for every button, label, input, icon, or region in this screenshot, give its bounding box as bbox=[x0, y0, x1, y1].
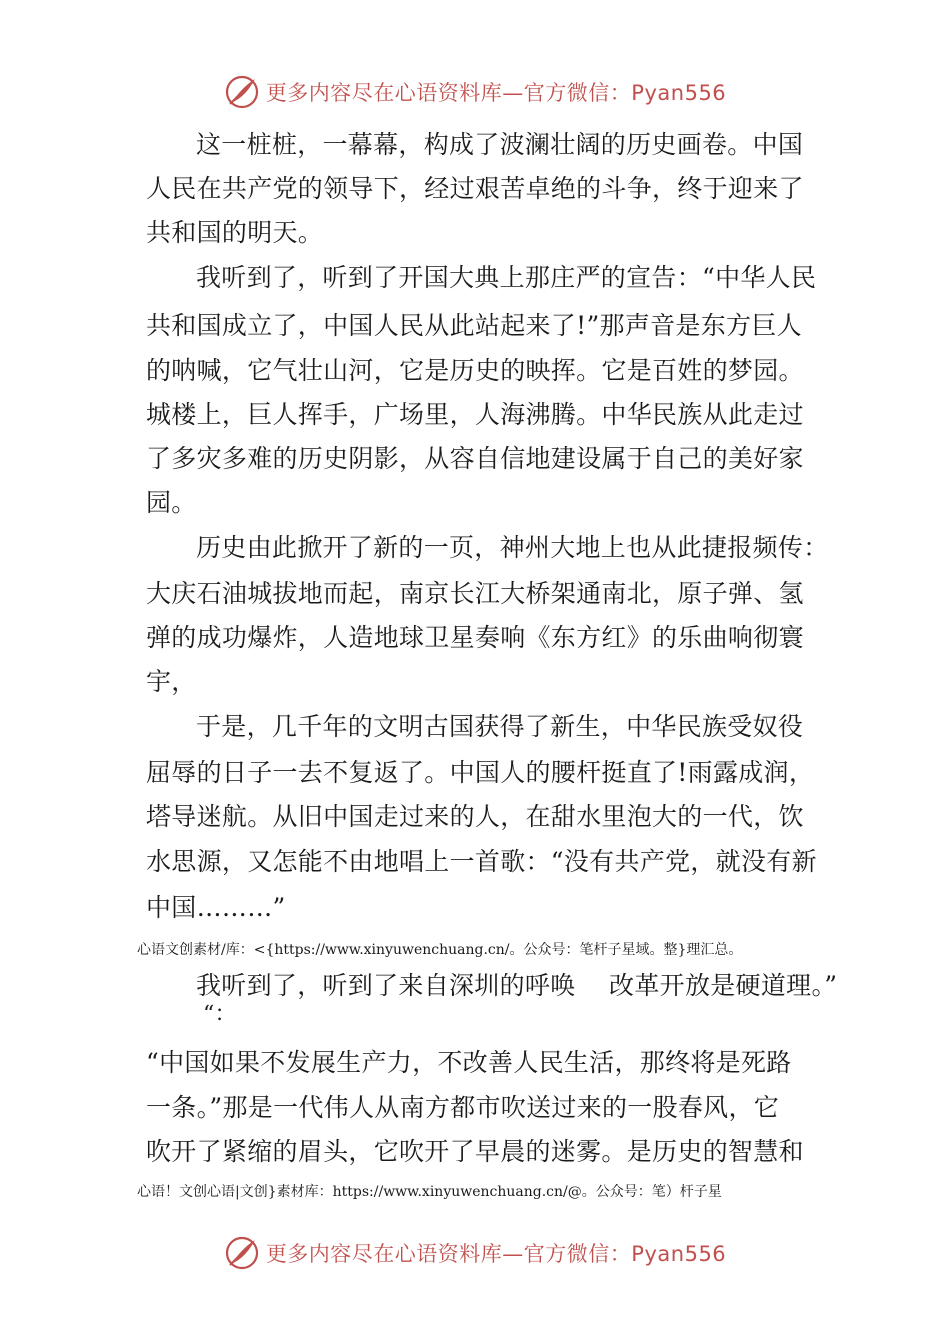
p3-line-2: 大庆石油城拔地而起，南京长江大桥架通南北，原子弹、氢 bbox=[146, 579, 804, 608]
footer-banner bbox=[0, 1229, 950, 1277]
p1-line-2: 人民在共产党的领导下，经过艰苦卓绝的斗争，终于迎来了 bbox=[146, 174, 804, 203]
p5-line-2: “中国如果不发展生产力，不改善人民生活，那终将是死路 bbox=[146, 1048, 792, 1077]
p2-line-3: 的呐喊，它气壮山河，它是历史的映挥。它是百姓的梦园。 bbox=[146, 356, 804, 385]
p1-line-1: 这一桩桩，一幕幕，构成了波澜壮阔的历史画卷。中国 bbox=[196, 130, 804, 159]
p2-line-6: 园。 bbox=[146, 488, 197, 517]
banner-text: 更多内容尽在心语资料库—官方微信：Pyan556 bbox=[265, 81, 727, 105]
p5-line-3: 一条。”那是一代伟人从南方都市吹送过来的一股春风，它 bbox=[146, 1093, 780, 1122]
p5-line-1b: “： bbox=[203, 1002, 237, 1027]
source-note-2: 心语！文创心语|文创}素材库：https://www.xinyuwenchuang.cn/@。公众号：笔）杆子星 bbox=[137, 1184, 722, 1200]
p3-line-3: 弹的成功爆炸，人造地球卫星奏响《东方红》的乐曲响彻寰 bbox=[146, 623, 804, 652]
banner-text: 更多内容尽在心语资料库—官方微信：Pyan556 bbox=[265, 1242, 727, 1266]
p2-line-5: 了多灾多难的历史阴影，从容自信地建设属于自己的美好家 bbox=[146, 444, 804, 473]
p4-line-1: 于是，几千年的文明古国获得了新生，中华民族受奴役 bbox=[196, 712, 804, 741]
p3-line-1: 历史由此掀开了新的一页，神州大地上也从此捷报频传： bbox=[196, 533, 829, 562]
quill-logo-icon bbox=[224, 1235, 260, 1271]
quill-logo-icon bbox=[224, 74, 260, 110]
p1-line-3: 共和国的明天。 bbox=[146, 218, 324, 247]
p2-line-4: 城楼上，巨人挥手，广场里，人海沸腾。中华民族从此走过 bbox=[146, 400, 804, 429]
p2-line-2: 共和国成立了，中国人民从此站起来了!”那声音是东方巨人 bbox=[146, 311, 802, 340]
p4-line-3: 塔导迷航。从旧中国走过来的人，在甜水里泡大的一代，饮 bbox=[146, 802, 804, 831]
p4-line-4: 水思源，又怎能不由地唱上一首歌：“没有共产党，就没有新 bbox=[146, 847, 817, 876]
p4-line-2: 屈辱的日子一去不复返了。中国人的腰杆挺直了!雨露成润， bbox=[146, 758, 815, 787]
header-banner bbox=[0, 68, 950, 116]
p5-line-4: 吹开了紧缩的眉头，它吹开了早晨的迷雾。是历史的智慧和 bbox=[146, 1137, 804, 1166]
source-note-1: 心语文创素材/库：<{https://www.xinyuwenchuang.cn/。公众号：笔杆子星域。整}理汇总。 bbox=[137, 942, 743, 958]
p4-line-5: 中国………” bbox=[146, 893, 286, 922]
p2-line-1: 我听到了，听到了开国大典上那庄严的宣告：“中华人民 bbox=[196, 263, 817, 292]
p5-line-1: 我听到了，听到了来自深圳的呼唤 改革开放是硬道理。” bbox=[196, 971, 838, 1000]
p3-line-4: 宇， bbox=[146, 667, 197, 696]
